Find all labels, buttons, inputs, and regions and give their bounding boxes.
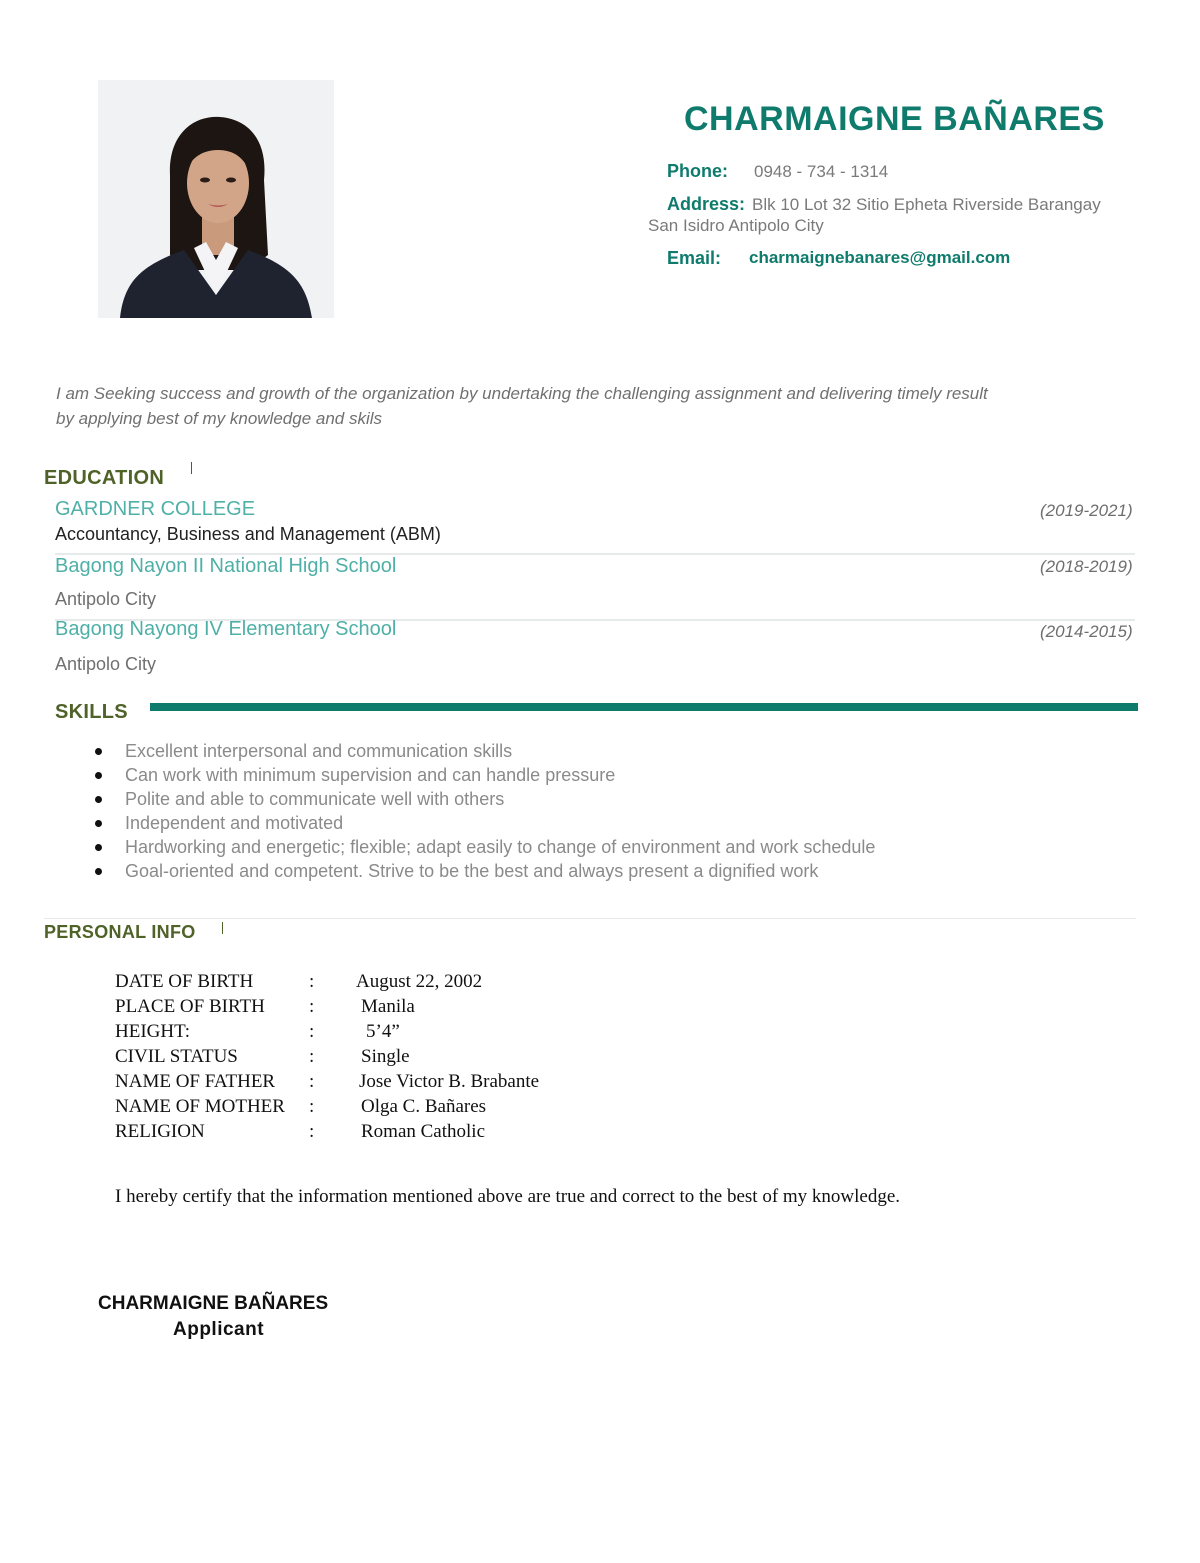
school-years: (2019-2021) — [1040, 501, 1133, 520]
address-line-1: Blk 10 Lot 32 Sitio Epheta Riverside Barangay — [752, 195, 1101, 214]
education-heading: EDUCATION — [44, 467, 165, 489]
info-value: Single — [361, 1046, 410, 1067]
list-item — [95, 859, 875, 883]
bullet-icon — [95, 868, 102, 875]
signature-name: CHARMAIGNE BAÑARES — [98, 1293, 329, 1314]
info-colon: : — [309, 996, 315, 1017]
skill-text: Hardworking and energetic; flexible; adapt easily to change of environment and work schedule — [125, 837, 876, 857]
school-detail: Accountancy, Business and Management (ABM) — [55, 524, 441, 544]
info-colon: : — [309, 1071, 315, 1092]
info-value: August 22, 2002 — [356, 971, 483, 992]
skills-list — [95, 739, 875, 883]
section-marker — [191, 462, 192, 474]
skills-heading: SKILLS — [55, 701, 128, 723]
info-value: 5’4” — [366, 1021, 400, 1042]
info-label: NAME OF MOTHER — [115, 1096, 285, 1117]
phone-value: 0948 - 734 - 1314 — [754, 162, 889, 181]
info-label: NAME OF FATHER — [115, 1071, 276, 1092]
list-item — [95, 763, 875, 787]
info-value: Olga C. Bañares — [361, 1096, 487, 1117]
info-colon: : — [309, 1021, 315, 1042]
portrait-image — [98, 80, 334, 318]
objective-line-1: I am Seeking success and growth of the organization by undertaking the challenging assignment and delivering timely result — [56, 384, 988, 403]
skill-text: Polite and able to communicate well with others — [125, 789, 505, 809]
info-value: Jose Victor B. Brabante — [359, 1071, 540, 1092]
info-colon: : — [309, 1046, 315, 1067]
list-item — [95, 811, 875, 835]
email-link[interactable]: charmaignebanares@gmail.com — [749, 248, 1011, 267]
list-item — [95, 787, 875, 811]
address-label: Address: — [667, 194, 746, 214]
profile-photo — [98, 80, 334, 318]
section-marker — [222, 922, 223, 934]
applicant-name-heading: CHARMAIGNE BAÑARES — [684, 100, 1105, 138]
list-item — [95, 739, 875, 763]
section-divider — [44, 918, 1136, 919]
school-detail: Antipolo City — [55, 589, 157, 609]
objective-line-2: by applying best of my knowledge and skils — [56, 409, 383, 428]
school-years: (2014-2015) — [1040, 622, 1133, 641]
school-name: GARDNER COLLEGE — [55, 498, 256, 520]
skill-text: Goal-oriented and competent. Strive to be the best and always present a dignified work — [125, 861, 819, 881]
skill-text: Excellent interpersonal and communication skills — [125, 741, 513, 761]
bullet-icon — [95, 772, 102, 779]
skill-text: Can work with minimum supervision and can handle pressure — [125, 765, 616, 785]
list-item — [95, 835, 875, 859]
info-label: HEIGHT: — [115, 1021, 191, 1042]
info-colon: : — [309, 971, 315, 992]
address-line-2: San Isidro Antipolo City — [648, 216, 824, 235]
school-detail: Antipolo City — [55, 654, 157, 674]
email-label: Email: — [667, 248, 722, 268]
info-label: DATE OF BIRTH — [115, 971, 254, 992]
bullet-icon — [95, 796, 102, 803]
bullet-icon — [95, 748, 102, 755]
info-colon: : — [309, 1121, 315, 1142]
personal-info-heading: PERSONAL INFO — [44, 922, 196, 942]
info-label: CIVIL STATUS — [115, 1046, 238, 1067]
school-name: Bagong Nayong IV Elementary School — [55, 618, 397, 640]
info-label: RELIGION — [115, 1121, 205, 1142]
certification-statement: I hereby certify that the information mentioned above are true and correct to the best of my knowledge. — [115, 1186, 901, 1207]
school-years: (2018-2019) — [1040, 557, 1133, 576]
info-colon: : — [309, 1096, 315, 1117]
info-label: PLACE OF BIRTH — [115, 996, 265, 1017]
skills-accent-bar — [150, 703, 1138, 711]
bullet-icon — [95, 844, 102, 851]
signature-role: Applicant — [173, 1319, 265, 1340]
info-value: Manila — [361, 996, 415, 1017]
info-value: Roman Catholic — [361, 1121, 486, 1142]
phone-label: Phone: — [667, 161, 728, 181]
school-name: Bagong Nayon II National High School — [55, 555, 397, 577]
skill-text: Independent and motivated — [125, 813, 344, 833]
bullet-icon — [95, 820, 102, 827]
